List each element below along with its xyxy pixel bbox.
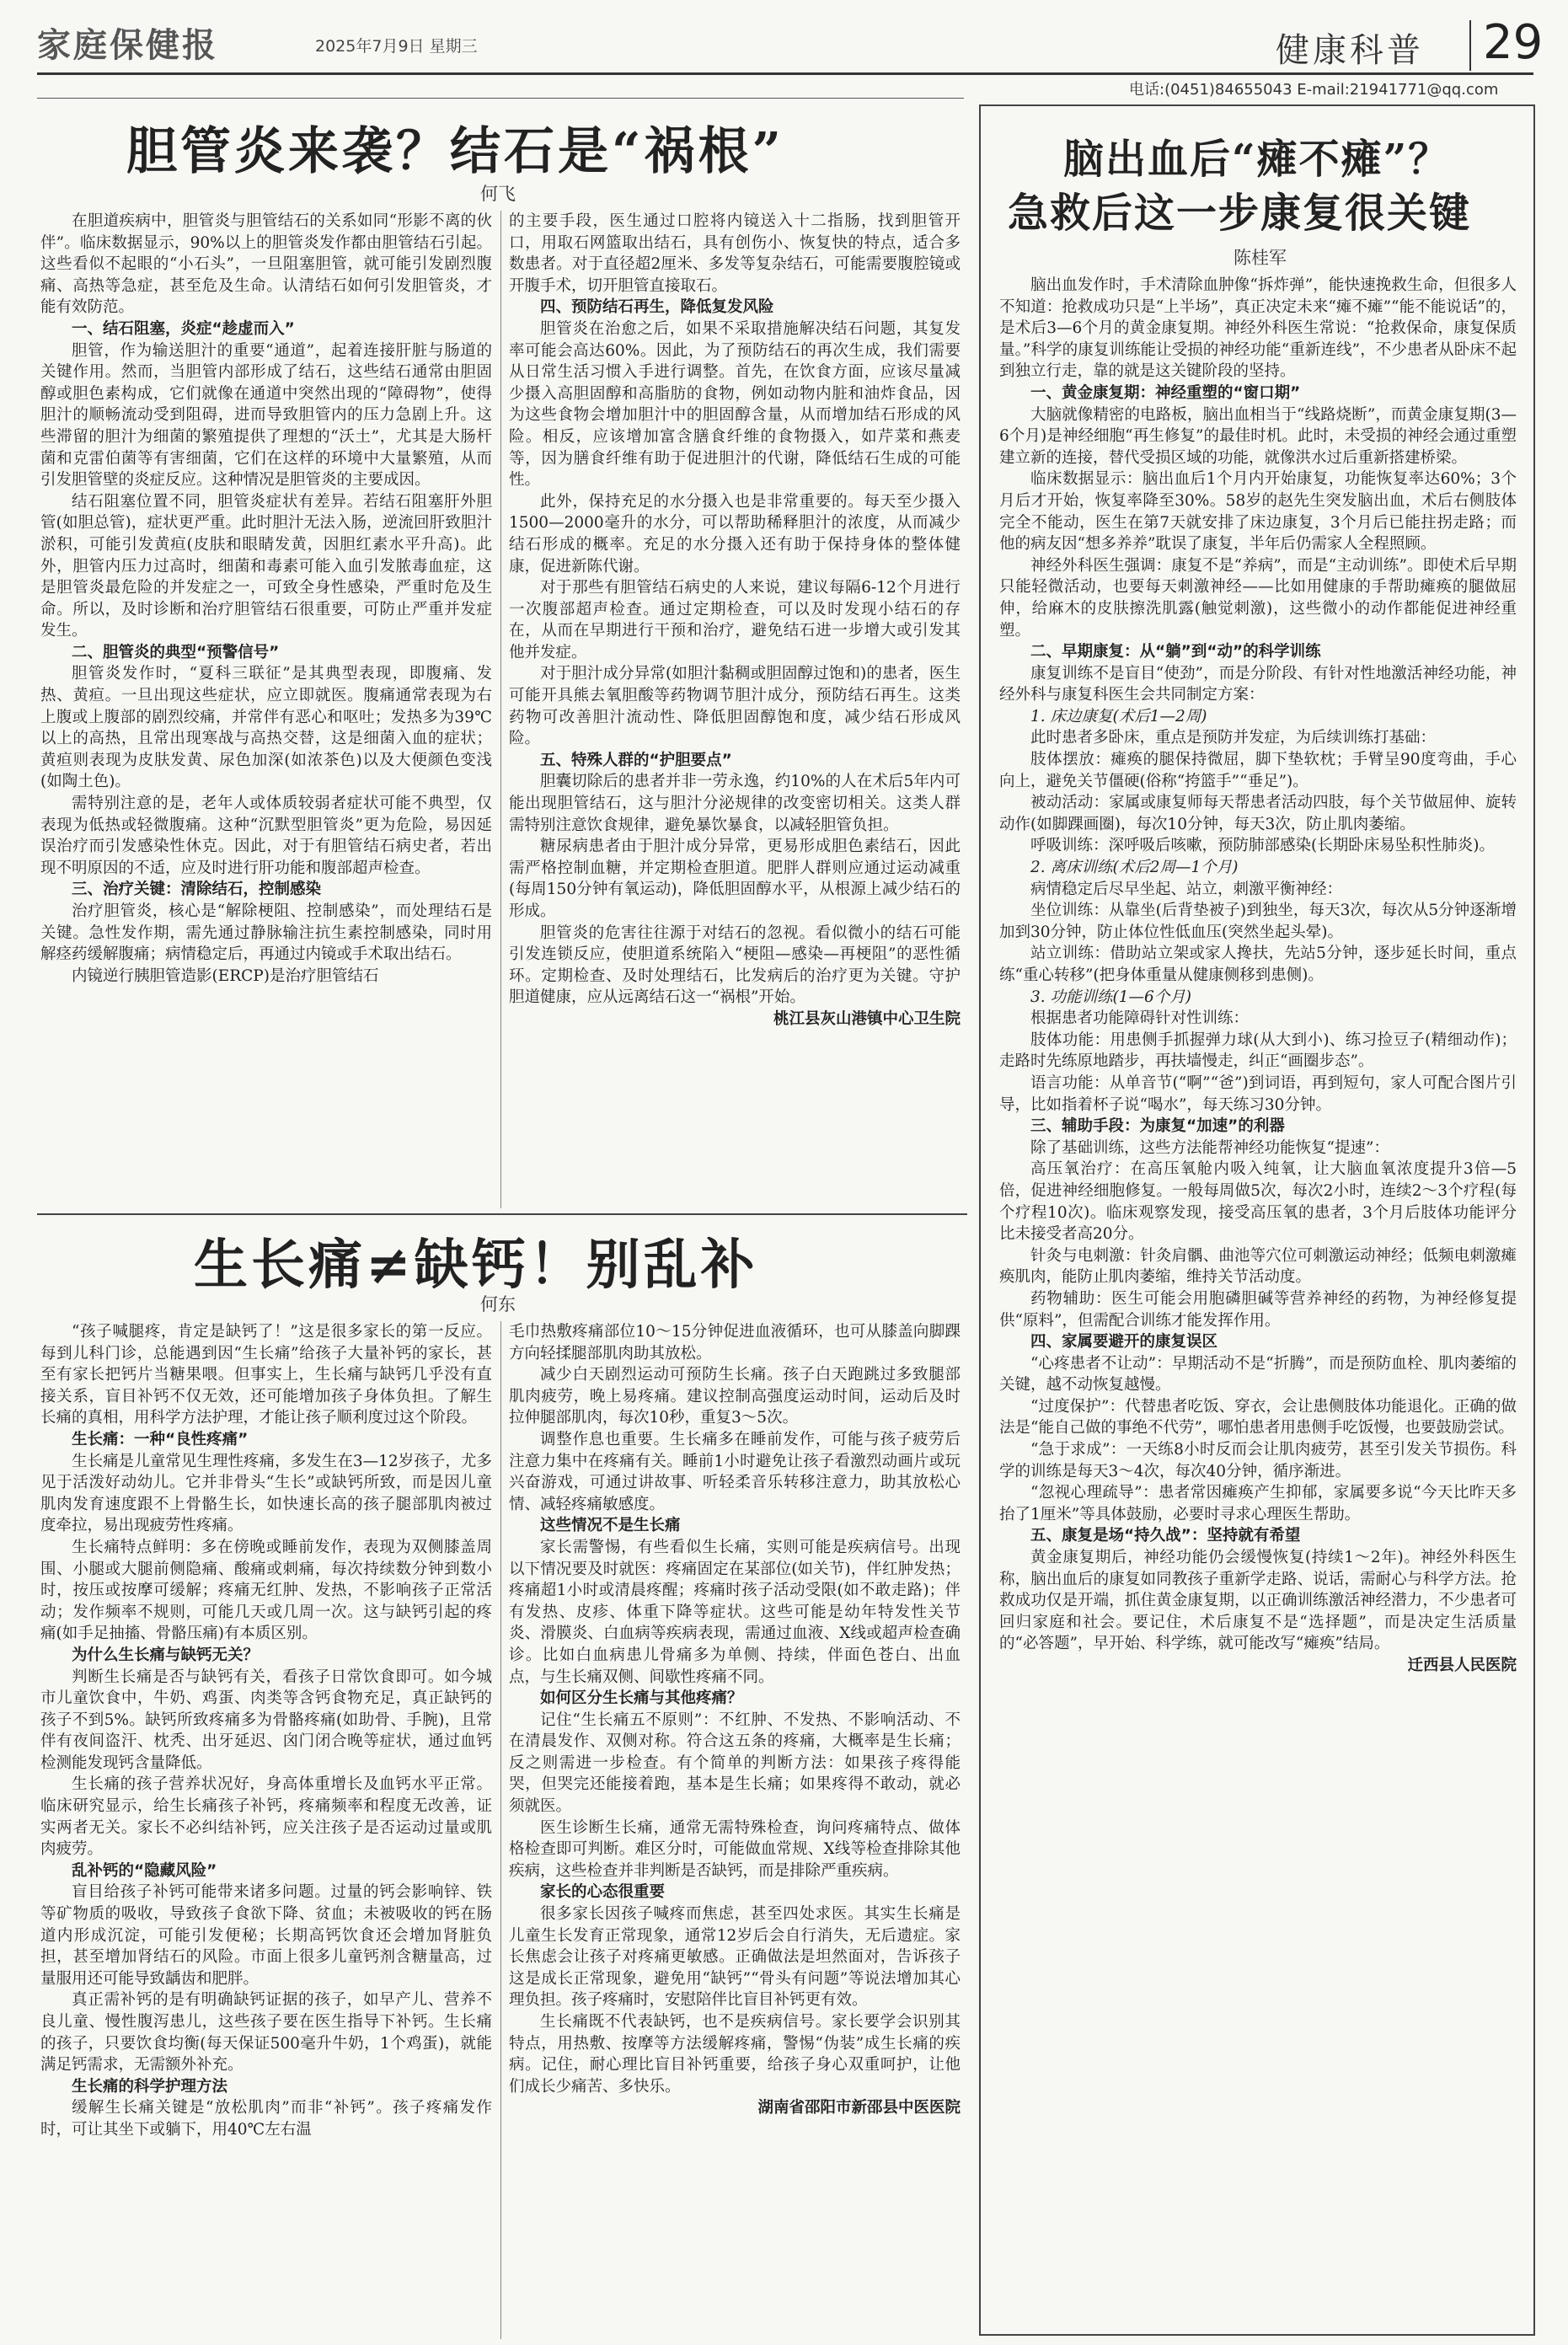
issue-date: 2025年7月9日 星期三	[315, 37, 478, 56]
numbered-subheading: 2. 离床训练(术后2周—1个月)	[1030, 859, 1239, 877]
paragraph: “急于求成”：一天练8小时反而会让肌肉疲劳，甚至引发关节损伤。科学的训练是每天3～4次，每次40分钟，循序渐进。	[999, 1441, 1517, 1480]
paragraph: 糖尿病患者由于胆汁成分异常，更易形成胆色素结石，因此需严格控制血糖，并定期检查胆道。肥胖人群则应通过运动减重(每周150分钟有氧运动)，降低胆固醇水平，从根源上减少结石的形成。	[509, 838, 961, 920]
article2-author: 何东	[480, 1294, 516, 1314]
subheading: 一、结石阻塞，炎症“趁虚而入”	[72, 319, 295, 338]
masthead-divider	[1469, 20, 1471, 71]
paragraph: “孩子喊腿疼，肯定是缺钙了！”这是很多家长的第一反应。每到儿科门诊，总能遇到因“生长痛”给孩子大量补钙的家长，甚至有家长把钙片当糖果喂。但事实上，生长痛与缺钙几乎没有直接关系，盲目补钙不仅无效，还可能增加孩子身体负担。了解生长痛的真相，用科学方法护理，才能让孩子顺利度过这个阶段。	[40, 1323, 492, 1427]
paragraph: 毛巾热敷疼痛部位10～15分钟促进血液循环，也可从膝盖向脚踝方向轻揉腿部肌肉助其放松。	[509, 1323, 961, 1363]
paragraph: 药物辅助：医生可能会用胞磷胆碱等营养神经的药物，为神经修复提供“原料”，但需配合训练才能发挥作用。	[999, 1289, 1517, 1330]
paragraph: 脑出血发作时，手术清除血肿像“拆炸弹”，能快速挽救生命，但很多人不知道：抢救成功只是“上半场”，真正决定未来“瘫不瘫”“能不能说话”的，是术后3—6个月的黄金康复期。神经外科医生常说：“抢救保命，康复保质量。”科学的康复训练能让受损的神经功能“重新连线”，不少患者从卧床不起到独立行走，靠的就是这关键阶段的坚持。	[999, 276, 1517, 381]
paragraph: 减少白天剧烈运动可预防生长痛。孩子白天跑跳过多致腿部肌肉疲劳，晚上易疼痛。建议控制高强度运动时间，运动后及时拉伸腿部肌肉，每次10秒，重复3～5次。	[509, 1366, 961, 1427]
masthead-rule	[37, 72, 1533, 75]
paragraph: 语言功能：从单音节(“啊”“爸”)到词语，再到短句，家人可配合图片引导，比如指着杯子说“喝水”，每天练习30分钟。	[999, 1073, 1517, 1114]
article3-title-line1: 脑出血后“瘫不瘫”？	[1063, 136, 1451, 183]
paragraph: 高压氧治疗：在高压氧舱内吸入纯氧，让大脑血氧浓度提升3倍—5倍，促进神经细胞修复。一般每周做5次，每次2小时，连续2～3个疗程(每个疗程10次)。临床观察发现，接受高压氧的患者，3个月后肢体功能评分比未接受者高20分。	[999, 1160, 1517, 1244]
subheading: 五、特殊人群的“护胆要点”	[540, 751, 732, 769]
paragraph: 此时患者多卧床，重点是预防并发症，为后续训练打基础：	[1030, 729, 1437, 747]
article3-title-line2: 急救后这一步康复很关键	[1008, 190, 1472, 237]
section-name: 健康科普	[1276, 31, 1424, 70]
paragraph: 肢体摆放：瘫痪的腿保持微屈，脚下垫软枕；手臂呈90度弯曲，手心向上，避免关节僵硬(俗称“挎篮手”“垂足”)。	[999, 751, 1517, 790]
paragraph: 除了基础训练，这些方法能帮神经功能恢复“提速”：	[1030, 1138, 1389, 1157]
paragraph: 真正需补钙的是有明确缺钙证据的孩子，如早产儿、营养不良儿童、慢性腹泻患儿，这些孩子要在医生指导下补钙。生长痛的孩子，只要饮食均衡(每天保证500毫升牛奶，1个鸡蛋)，就能满足钙需求，无需额外补充。	[40, 1991, 492, 2075]
paragraph: 家长需警惕，有些看似生长痛，实则可能是疾病信号。出现以下情况要及时就医：疼痛固定在某部位(如关节)，伴红肿发热；疼痛超1小时或清晨疼醒；疼痛时孩子活动受限(如不敢走路)；伴有发热、皮疹、体重下降等症状。这些可能是幼年特发性关节炎、滑膜炎、白血病等疾病表现，需通过血液、X线或超声检查确诊。比如白血病患儿骨痛多为单侧、持续，伴面色苍白、出血点，与生长痛双侧、间歇性疼痛不同。	[509, 1538, 961, 1686]
paragraph: 神经外科医生强调：康复不是“养病”，而是“主动训练”。即使术后早期只能轻微活动，也要每天刺激神经——比如用健康的手帮助瘫痪的腿做屈伸，给麻木的皮肤擦洗肌露(触觉刺激)，这些微小的动作都能促进神经重塑。	[999, 556, 1517, 640]
paragraph: 根据患者功能障碍针对性训练：	[1030, 1009, 1250, 1028]
source-hospital: 桃江县灰山港镇中心卫生院	[773, 1009, 961, 1028]
numbered-subheading: 1. 床边康复(术后1—2周)	[1030, 707, 1207, 725]
article1-column-1	[40, 211, 492, 1208]
paragraph: 站立训练：借助站立架或家人搀扶，先站5分钟，逐步延长时间，重点练“重心转移”(把身体重量从健康侧移到患侧)。	[999, 945, 1517, 984]
header-rule	[37, 98, 964, 99]
paragraph: 调整作息也重要。生长痛多在睡前发作，可能与孩子疲劳后注意力集中在疼痛有关。睡前1小时避免让孩子看激烈动画片或玩兴奋游戏，可通过讲故事、听轻柔音乐转移注意力，助其放松心情、减轻疼痛敏感度。	[509, 1430, 961, 1513]
column-divider	[500, 1321, 501, 2339]
subheading: 五、康复是场“持久战”：坚持就有希望	[1030, 1527, 1301, 1545]
masthead	[37, 15, 1544, 70]
article2-column-2	[509, 1321, 961, 2339]
paragraph: 此外，保持充足的水分摄入也是非常重要的。每天至少摄入1500—2000毫升的水分，可以帮助稀释胆汁的浓度，从而减少结石形成的概率。充足的水分摄入还有助于保持身体的整体健康，促进新陈代谢。	[509, 492, 961, 576]
paragraph: 被动活动：家属或康复师每天帮患者活动四肢，每个关节做屈伸、旋转动作(如脚踝画圈)，每次10分钟，每天3次，防止肌肉萎缩。	[999, 794, 1517, 833]
paragraph: 结石阻塞位置不同，胆管炎症状有差异。若结石阻塞肝外胆管(如胆总管)，症状更严重。此时胆汁无法入肠，逆流回肝致胆汁淤积，可能引发黄疸(皮肤和眼睛发黄，因胆红素水平升高)。此外，胆管内压力过高时，细菌和毒素可能入血引发脓毒血症，这是胆管炎最危险的并发症之一，可致全身性感染，严重时危及生命。所以，及时诊断和治疗胆管结石很重要，可防止严重并发症发生。	[40, 492, 492, 640]
paragraph: 医生诊断生长痛，通常无需特殊检查，询问疼痛特点、做体格检查即可判断。难区分时，可能做血常规、X线等检查排除其他疾病，这些检查并非判断是否缺钙，而是排除严重疾病。	[509, 1818, 961, 1880]
article3-author: 陈桂军	[1234, 248, 1287, 268]
subheading: 二、胆管炎的典型“预警信号”	[72, 643, 280, 661]
article1-author: 何飞	[480, 184, 516, 204]
source-hospital: 湖南省邵阳市新邵县中医医院	[757, 2099, 961, 2117]
paragraph: 肢体功能：用患侧手抓握弹力球(从大到小)、练习捡豆子(精细动作)；走路时先练原地踏步，再扶墙慢走，纠正“画圈步态”。	[999, 1031, 1517, 1071]
paragraph: “心疼患者不让动”：早期活动不是“折腾”，而是预防血栓、肌肉萎缩的关键，越不动恢复越慢。	[999, 1354, 1517, 1395]
subheading: 如何区分生长痛与其他疼痛？	[540, 1689, 743, 1708]
paragraph: 生长痛既不代表缺钙，也不是疾病信号。家长要学会识别其特点，用热敷、按摩等方法缓解疼痛，警惕“伪装”成生长痛的疾病。记住，耐心理比盲目补钙重要，给孩子身心双重呵护，让他们成长少痛苦、多快乐。	[509, 2013, 961, 2096]
article1-column-2	[509, 211, 961, 1208]
paragraph: 胆管炎在治愈之后，如果不采取措施解决结石问题，其复发率可能会高达60%。因此，为了预防结石的再次生成，我们需要从日常生活习惯入手进行调整。首先，在饮食方面，应该尽量减少摄入高胆固醇和高脂肪的食物，例如动物内脏和油炸食品，因为这些食物会增加胆汁中的胆固醇含量，从而增加结石形成的风险。相反，应该增加富含膳食纤维的食物摄入，如芹菜和燕麦等，因为膳食纤维有助于促进胆汁的代谢，降低结石生成的可能性。	[509, 319, 961, 490]
paragraph: 胆管炎发作时，“夏科三联征”是其典型表现，即腹痛、发热、黄疸。一旦出现这些症状，应立即就医。腹痛通常表现为右上腹或上腹部的剧烈绞痛，并常伴有恶心和呕吐；发热多为39℃以上的高热，且常出现寒战与高热交替，这是细菌入血的症状；黄疸则表现为皮肤发黄、尿色加深(如浓茶色)以及大便颜色变浅(如陶土色)。	[40, 665, 492, 791]
paragraph: 胆囊切除后的患者并非一劳永逸，约10%的人在术后5年内可能出现胆管结石，这与胆汁分泌规律的改变密切相关。这类人群需特别注意饮食规律，避免暴饮暴食，以减轻胆管负担。	[509, 773, 961, 834]
paragraph: 缓解生长痛关键是“放松肌肉”而非“补钙”。孩子疼痛发作时，可让其坐下或躺下，用40℃左右温	[40, 2099, 492, 2139]
numbered-subheading: 3. 功能训练(1—6个月)	[1030, 988, 1192, 1006]
paragraph: “忽视心理疏导”：患者常因瘫痪产生抑郁，家属要多说“今天比昨天多抬了1厘米”等具体鼓励，必要时寻求心理医生帮助。	[999, 1484, 1517, 1523]
source-hospital: 迁西县人民医院	[1407, 1657, 1517, 1674]
subheading: 一、黄金康复期：神经重塑的“窗口期”	[1030, 383, 1301, 402]
paragraph: 对于那些有胆管结石病史的人来说，建议每隔6-12个月进行一次腹部超声检查。通过定期检查，可以及时发现小结石的存在，从而在早期进行干预和治疗，避免结石进一步增大或引发其他并发症。	[509, 579, 961, 661]
paragraph: 需特别注意的是，老年人或体质较弱者症状可能不典型，仅表现为低热或轻微腹痛。这种“沉默型胆管炎”更为危险，易因延误治疗而引发感染性休克。因此，对于有胆管结石病史者，若出现不明原因的不适，应及时进行肝功能和腹部超声检查。	[40, 795, 492, 877]
article2-title: 生长痛≠缺钙！别乱补	[194, 1234, 758, 1297]
page-number: 29	[1483, 15, 1544, 70]
paragraph: 大脑就像精密的电路板，脑出血相当于“线路烧断”，而黄金康复期(3—6个月)是神经细胞“再生修复”的最佳时机。此时，未受损的神经会通过重塑建立新的连接，替代受损区域的功能，就像洪水过后重新搭建桥梁。	[999, 405, 1517, 467]
paragraph: 黄金康复期后，神经功能仍会缓慢恢复(持续1～2年)。神经外科医生称，脑出血后的康复如同教孩子重新学走路、说话，需耐心与科学方法。抢救成功仅是开端，抓住黄金康复期，以正确训练激活神经潜力，不少患者可回归家庭和社会。要记住，术后康复不是“选择题”，而是决定生活质量的“必答题”，早开始、科学练，就可能改写“瘫痪”结局。	[999, 1549, 1517, 1653]
subheading: 三、辅助手段：为康复“加速”的利器	[1030, 1117, 1285, 1136]
paragraph: 判断生长痛是否与缺钙有关，看孩子日常饮食即可。如今城市儿童饮食中，牛奶、鸡蛋、肉类等含钙食物充足，真正缺钙的孩子不到5%。缺钙所致疼痛多为骨骼疼痛(如助骨、手腕)，且常伴有夜间盗汗、枕秃、出牙延迟、囟门闭合晚等症状，通过血钙检测能发现钙含量降低。	[40, 1668, 492, 1772]
subheading: 家长的心态很重要	[540, 1883, 666, 1902]
article-separator	[37, 1213, 967, 1215]
article2-column-1	[40, 1321, 492, 2339]
paragraph: 康复训练不是盲目“使劲”，而是分阶段、有针对性地激活神经功能，神经外科与康复科医生会共同制定方案：	[999, 664, 1517, 704]
paragraph: 胆管炎的危害往往源于对结石的忽视。看似微小的结石可能引发连锁反应，使胆道系统陷入“梗阻—感染—再梗阻”的恶性循环。定期检查、及时处理结石，比发病后的治疗更为关键。守护胆道健康，应从远离结石这一“祸根”开始。	[509, 924, 961, 1007]
paragraph: 病情稳定后尽早坐起、站立，刺激平衡神经：	[1030, 880, 1343, 898]
paragraph: 坐位训练：从靠坐(后背垫被子)到独坐，每天3次，每次从5分钟逐渐增加到30分钟，防止体位性低血压(突然坐起头晕)。	[999, 902, 1517, 941]
paragraph: 对于胆汁成分异常(如胆汁黏稠或胆固醇过饱和)的患者，医生可能开具熊去氧胆酸等药物调节胆汁成分，预防结石再生。这类药物可改善胆汁流动性、降低胆固醇饱和度，减少结石形成风险。	[509, 665, 961, 748]
subheading: 四、预防结石再生，降低复发风险	[540, 298, 774, 317]
paragraph: 盲目给孩子补钙可能带来诸多问题。过量的钙会影响锌、铁等矿物质的吸收，导致孩子食欲下降、贫血；未被吸收的钙在肠道内形成沉淀，可能引发便秘；长期高钙饮食还会增加肾脏负担，甚至增加肾结石的风险。市面上很多儿童钙剂含糖量高，过量服用还可能导致龋齿和肥胖。	[40, 1883, 492, 1988]
paragraph: “过度保护”：代替患者吃饭、穿衣，会让患侧肢体功能退化。正确的做法是“能自己做的事绝不代劳”，哪怕患者用患侧手吃饭慢，也要鼓励尝试。	[999, 1397, 1517, 1438]
paragraph: 胆管，作为输送胆汁的重要“通道”，起着连接肝脏与肠道的关键作用。然而，当胆管内部形成了结石，这些结石通常由胆固醇或胆色素构成，它们就像在通道中突然出现的“障碍物”，使得胆汁的顺畅流动受到阻碍，进而导致胆管内的压力急剧上升。这些滞留的胆汁为细菌的繁殖提供了理想的“沃土”，尤其是大肠杆菌和克雷伯菌等有害细菌，它们在这样的环境中大量繁殖，从而引发胆管壁的炎症反应。这种情况是胆管炎的主要成因。	[40, 341, 492, 490]
paragraph: 记住“生长痛五不原则”：不红肿、不发热、不影响活动、不在清晨发作、双侧对称。符合这五条的疼痛，大概率是生长痛；反之则需进一步检查。有个简单的判断方法：如果孩子疼得能哭，但哭完还能接着跑，基本是生长痛；如果疼得不敢动，就必须就医。	[509, 1711, 961, 1816]
subheading: 二、早期康复：从“躺”到“动”的科学训练	[1030, 643, 1321, 661]
paragraph: 生长痛的孩子营养状况好，身高体重增长及血钙水平正常。临床研究显示，给生长痛孩子补钙，疼痛频率和程度无改善，证实两者无关。家长不必纠结补钙，应关注孩子是否运动过量或肌肉疲劳。	[40, 1775, 492, 1859]
paragraph: 的主要手段，医生通过口腔将内镜送入十二指肠，找到胆管开口，用取石网篮取出结石，具有创伤小、恢复快的特点，适合多数患者。对于直径超2厘米、多发等复杂结石，可能需要腹腔镜或开腹手术，切开胆管直接取石。	[509, 212, 961, 295]
contact-info: 电话:(0451)84655043 E-mail:21941771@qq.com	[1129, 81, 1499, 99]
subheading: 这些情况不是生长痛	[540, 1517, 681, 1535]
column-divider	[500, 211, 501, 1208]
article1-title: 胆管炎来袭？结石是“祸根”	[126, 122, 785, 181]
subheading: 三、治疗关键：清除结石，控制感染	[72, 881, 322, 899]
paragraph: 生长痛特点鲜明：多在傍晚或睡前发作，表现为双侧膝盖周围、小腿或大腿前侧隐痛、酸痛或刺痛，每次持续数分钟到数小时，按压或按摩可缓解；疼痛无红肿、发热，不影响孩子正常活动；发作频率不规则，可能几天或几周一次。这与缺钙引起的疼痛(如手足抽搐、骨骼压痛)有本质区别。	[40, 1538, 492, 1643]
paragraph: 生长痛是儿童常见生理性疼痛，多发生在3—12岁孩子，尤多见于活泼好动幼儿。它并非骨头“生长”或缺钙所致，而是因儿童肌肉发育速度跟不上骨骼生长，如快速长高的孩子腿部肌肉被过度牵拉，易出现疲劳性疼痛。	[40, 1452, 492, 1535]
subheading: 为什么生长痛与缺钙无关？	[72, 1646, 260, 1664]
paragraph: 针灸与电刺激：针灸肩髃、曲池等穴位可刺激运动神经；低频电刺激瘫痪肌肉，能防止肌肉萎缩，维持关节活动度。	[999, 1246, 1517, 1287]
newspaper-name: 家庭保健报	[37, 25, 218, 65]
paragraph: 在胆道疾病中，胆管炎与胆管结石的关系如同“形影不离的伙伴”。临床数据显示，90%以上的胆管炎发作都由胆管结石引起。这些看似不起眼的“小石头”，一旦阻塞胆管，就可能引发剧烈腹痛、高热等急症，甚至危及生命。认清结石如何引发胆管炎，才能有效防范。	[40, 212, 492, 317]
paragraph: 很多家长因孩子喊疼而焦虑，甚至四处求医。其实生长痛是儿童生长发育正常现象，通常12岁后会自行消失，无后遗症。家长焦虑会让孩子对疼痛更敏感。正确做法是坦然面对，告诉孩子这是成长正常现象，避免用“缺钙”“骨头有问题”等说法增加其心理负担。孩子疼痛时，安慰陪伴比盲目补钙更有效。	[509, 1905, 961, 2010]
subheading: 四、家属要避开的康复误区	[1030, 1333, 1218, 1352]
paragraph: 呼吸训练：深呼吸后咳嗽，预防肺部感染(长期卧床易坠积性肺炎)。	[1030, 837, 1495, 855]
subheading: 乱补钙的“隐藏风险”	[72, 1861, 217, 1880]
paragraph: 临床数据显示：脑出血后1个月内开始康复，功能恢复率达60%；3个月后才开始，恢复率降至30%。58岁的赵先生突发脑出血，术后右侧肢体完全不能动，医生在第7天就安排了床边康复，3个月后已能拄拐走路；而他的病友因“想多养养”耽误了康复，半年后仍需家人全程照顾。	[999, 470, 1517, 554]
paragraph: 内镜逆行胰胆管造影(ERCP)是治疗胆管结石	[72, 966, 379, 985]
subheading: 生长痛的科学护理方法	[72, 2077, 228, 2096]
article3-body	[999, 275, 1517, 2327]
paragraph: 治疗胆管炎，核心是“解除梗阻、控制感染”，而处理结石是关键。急性发作期，需先通过静脉输注抗生素控制感染，同时用解痉药缓解腹痛；病情稳定后，再通过内镜或手术取出结石。	[40, 902, 492, 964]
subheading: 生长痛：一种“良性疼痛”	[72, 1430, 249, 1448]
